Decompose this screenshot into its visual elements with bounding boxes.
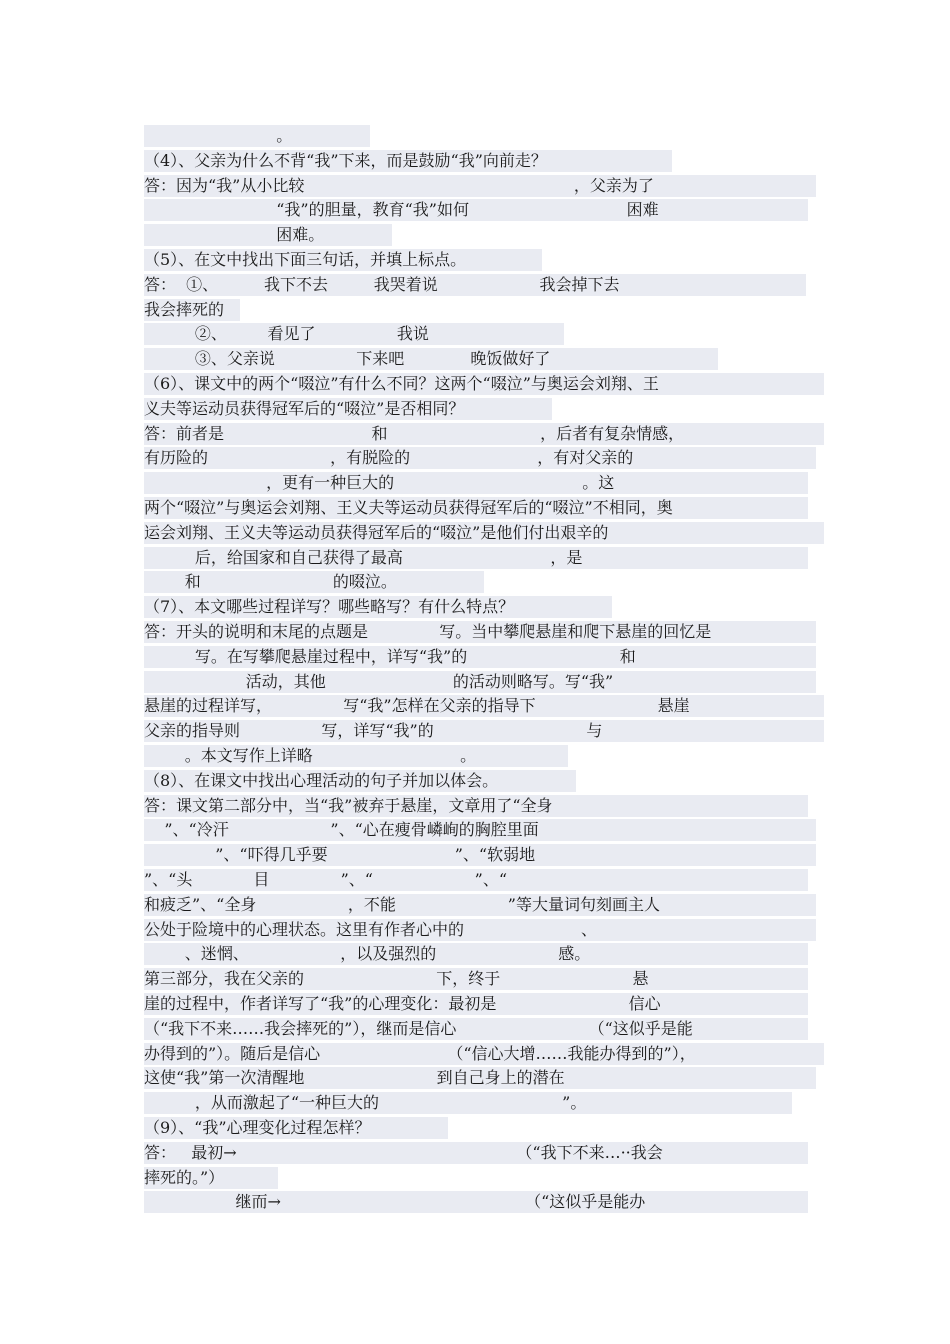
text-line	[144, 1067, 816, 1089]
text-line	[144, 720, 824, 742]
line-text: 公处于险境中的心理状态。这里有作者心中的 、	[144, 920, 597, 939]
line-text: 义夫等运动员获得冠军后的“啜泣”是否相同？	[144, 399, 465, 418]
line-text: ③、父亲说 下来吧 晚饭做好了	[144, 349, 551, 368]
text-line	[144, 993, 808, 1015]
line-text: ”、“头 目 ”、“ ”、“	[144, 870, 508, 889]
line-text: 和疲乏”、“全身 ，不能 ”等大量词句刻画主人	[144, 895, 660, 914]
text-line	[144, 323, 564, 345]
text-line	[144, 224, 392, 246]
text-line	[144, 646, 816, 668]
line-text: 答：因为“我”从小比较 ，父亲为了	[144, 176, 654, 195]
text-line	[144, 819, 816, 841]
line-text: 这使“我”第一次清醒地 到自己身上的潜在	[144, 1068, 565, 1087]
text-line	[144, 150, 672, 172]
text-line	[144, 522, 824, 544]
line-text: 答：前者是 和 ，后者有复杂情感，	[144, 424, 685, 443]
text-line	[144, 472, 808, 494]
line-text: （8）、在课文中找出心理活动的句子并加以体会。	[144, 771, 499, 790]
text-line	[144, 199, 808, 221]
text-line	[144, 745, 568, 767]
text-line	[144, 1117, 448, 1139]
text-line	[144, 423, 824, 445]
line-text: 写。在写攀爬悬崖过程中，详写“我”的 和	[144, 647, 636, 666]
line-text: 有历险的 ，有脱险的 ，有对父亲的	[144, 448, 634, 467]
text-line	[144, 1018, 808, 1040]
text-line	[144, 596, 612, 618]
text-line	[144, 671, 816, 693]
line-text: 悬崖的过程详写， 写“我”怎样在父亲的指导下 悬崖	[144, 696, 690, 715]
line-text: 摔死的。”）	[144, 1168, 225, 1187]
text-line	[144, 299, 240, 321]
line-text: 和 的啜泣。	[144, 572, 397, 591]
text-line	[144, 348, 718, 370]
text-line	[144, 1191, 808, 1213]
line-text: 。本文写作上详略 。	[144, 746, 477, 765]
line-text: 崖的过程中，作者详写了“我”的心理变化：最初是 信心	[144, 994, 661, 1013]
line-text: 我会摔死的	[144, 300, 225, 319]
line-text: 继而→ （“这似乎是能办	[144, 1192, 646, 1211]
line-text: （5）、在文中找出下面三句话，并填上标点。	[144, 250, 467, 269]
text-line	[144, 125, 370, 147]
line-text: 答：课文第二部分中，当“我”被弃于悬崖，文章用了“全身	[144, 796, 553, 815]
line-text: （6）、课文中的两个“啜泣”有什么不同？这两个“啜泣”与奥运会刘翔、王	[144, 374, 659, 393]
line-text: ”、“吓得几乎要 ”、“软弱地	[144, 845, 536, 864]
line-text: 、迷惘、 ，以及强烈的 感。	[144, 944, 591, 963]
text-line	[144, 968, 808, 990]
line-text: 。	[144, 126, 293, 145]
text-line	[144, 1092, 792, 1114]
text-line	[144, 447, 816, 469]
text-line	[144, 1167, 278, 1189]
line-text: ②、 看见了 我说	[144, 324, 429, 343]
line-text: 办得到的”）。随后是信心 （“信心大增……我能办得到的”），	[144, 1044, 696, 1063]
line-text: 后，给国家和自己获得了最高 ，是	[144, 548, 583, 567]
text-line	[144, 547, 808, 569]
line-text: “我”的胆量，教育“我”如何 困难	[144, 200, 659, 219]
text-line	[144, 695, 824, 717]
text-line	[144, 497, 808, 519]
text-line	[144, 844, 816, 866]
text-line	[144, 621, 816, 643]
text-line	[144, 1043, 824, 1065]
line-text: 困难。	[144, 225, 325, 244]
text-line	[144, 770, 576, 792]
line-text: ，从而激起了“一种巨大的 ”。	[144, 1093, 587, 1112]
text-line	[144, 249, 542, 271]
line-text: （“我下不来……我会摔死的”），继而是信心 （“这似乎是能	[144, 1019, 693, 1038]
line-text: （9）、“我”心理变化过程怎样？	[144, 1118, 371, 1137]
text-line	[144, 894, 816, 916]
text-line	[144, 571, 484, 593]
line-text: 运会刘翔、王义夫等运动员获得冠军后的“啜泣”是他们付出艰辛的	[144, 523, 609, 542]
text-line	[144, 919, 816, 941]
line-text: ”、“冷汗 ”、“心在瘦骨嶙峋的胸腔里面	[144, 820, 539, 839]
text-line	[144, 373, 824, 395]
line-text: （4）、父亲为什么不背“我”下来，而是鼓励“我”向前走？	[144, 151, 547, 170]
line-text: 父亲的指导则 写，详写“我”的 与	[144, 721, 603, 740]
line-text: 活动，其他 的活动则略写。写“我”	[144, 672, 614, 691]
line-text: ，更有一种巨大的 。这	[144, 473, 615, 492]
text-line	[144, 795, 808, 817]
line-text: 第三部分，我在父亲的 下，终于 悬	[144, 969, 649, 988]
text-line	[144, 1142, 808, 1164]
text-line	[144, 943, 808, 965]
line-text: 两个“啜泣”与奥运会刘翔、王义夫等运动员获得冠军后的“啜泣”不相同，奥	[144, 498, 673, 517]
line-text: 答： 最初→ （“我下不来…··我会	[144, 1143, 663, 1162]
text-line	[144, 398, 552, 420]
line-text: （7）、本文哪些过程详写？哪些略写？有什么特点？	[144, 597, 515, 616]
text-line	[144, 175, 816, 197]
text-line	[144, 869, 808, 891]
text-line	[144, 274, 806, 296]
line-text: 答： ①、 我下不去 我哭着说 我会掉下去	[144, 275, 620, 294]
line-text: 答：开头的说明和末尾的点题是 写。当中攀爬悬崖和爬下悬崖的回忆是	[144, 622, 712, 641]
